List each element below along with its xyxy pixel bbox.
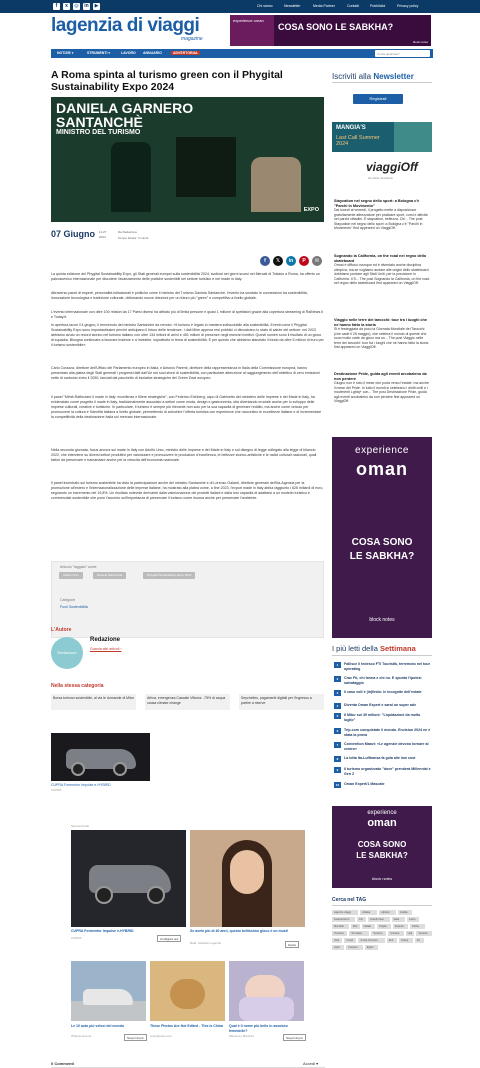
sponsored-title[interactable]: Le 10 auto più veloci del mondo: [71, 1024, 125, 1028]
tag-cloud-item[interactable]: Covid: [344, 938, 356, 943]
top-bar: [0, 0, 480, 13]
viaggioff-logo[interactable]: viaggiOff: [366, 160, 418, 174]
sponsored-image[interactable]: [190, 830, 305, 927]
promo-title[interactable]: CUPRA Formentor Impulse e-HYBRID: [51, 783, 111, 787]
article-paragraph: La quinta edizione del Phygital Sustainability Expo, gli Stati generali europei sulla sostenibilità 2024, svoltosi nei giorni scorsi nei Mercati di Traiano a Roma, ha offerto un palcoscenico internazionale per discutere l'avanzamento delle pratiche sostenibili nel settore turistico e nel made in Italy.: [51, 272, 320, 281]
tag-cloud-item[interactable]: Turismo: [371, 931, 386, 936]
tag-cloud-item[interactable]: Puglia: [377, 924, 391, 929]
article-paragraph: Il panel "Mimit-Rafforzare il made in Italy: eccellenze e filiere strategiche", con Federico Eichberg, capo di Gabinetto del ministero delle Imprese e del Made in Italy, ha evidenziato come progetto il made in Italy, tradizionalmente associato a settori come moda, design e gastronomia, stia diventando cruciale anche per lo sviluppo delle imprese culturali, creative e turistiche. In particolare, il turismo è sempre più rilevante non solo per la sua capacità di generare reddito, ma anche come veicolo per promuovere la cultura e l'identità italiana a livello globale, permettendo di arricchire l'offerta turistica con esperienze che raccontino le eccellenze italiane e di incrementare la competitività della destinazione Italia sul mercato internazionale.: [51, 395, 322, 419]
top-link-pubblicita[interactable]: Pubblicità: [370, 4, 386, 8]
article-year: 2024: [99, 235, 106, 239]
sponsored-source: CUPRA: [71, 936, 82, 940]
linkedin-icon[interactable]: in: [84, 3, 89, 9]
ad-text: experience: [355, 445, 409, 456]
divider: [332, 655, 432, 656]
tag-cloud-item[interactable]: Italia: [392, 917, 406, 922]
logo-text: lagenzia di viaggi: [51, 15, 200, 36]
tag-cloud-item[interactable]: Alitalia: [360, 910, 377, 915]
article-paragraph: L'evento internazionale con oltre 100 relatori da 17 Paesi diversi ha attirato più di 5mila persone e quasi 1 milione di spettatori grazie alla copertura streaming di RaiNews.it e Today.it.: [51, 310, 323, 319]
top-link-chi-siamo[interactable]: Chi siamo: [257, 4, 273, 8]
sponsored-image[interactable]: [71, 830, 186, 927]
article-paragraph: In apertura lavori il 4 giugno, il benvenuto del ministro Santanchè da remoto: «Il turismo è legato in maniera indissolubile alla sostenibilità. Eventi come il Phygital Sustainability Expo sono importantissimi perché anticipano il futuro delle tendenze. I dati Mise appena resi pubblici ci dimostrano lo stato di salute del settore: nel 2023 abbiamo avuto un record storico nel turismo italiano con oltre 134 milioni di arrivi e 451 milioni di presenze negli esercizi ricettivi. Questi numeri sono il risultato di un gioco di squadra. Bisogna continuare a lavorare insieme e a investire, soprattutto in tema di sostenibilità. E per questo che abbiamo stanziato il fondo da oltre 5 milioni di euro per il turismo sostenibile».: [51, 323, 324, 347]
tag-cloud-item[interactable]: Costa Crociere: [358, 938, 384, 943]
sponsored-source: Wheels Around: [71, 1034, 92, 1038]
divider: [332, 82, 432, 83]
nav-advertorial[interactable]: ADVERTORIAL: [173, 51, 199, 55]
hero-expo-text: EXPO: [303, 207, 319, 213]
instagram-icon[interactable]: ◎: [74, 3, 79, 9]
ad-headline: LE SABKHA?: [349, 551, 415, 562]
sponsored-cta-button[interactable]: Scopri di più: [283, 1034, 306, 1041]
sponsored-image[interactable]: [71, 961, 146, 1021]
tag-cloud-item[interactable]: Ucraina: [388, 931, 403, 936]
ad-brand: block notes: [371, 876, 393, 881]
categories-links[interactable]: Fuori Sostenibilità: [60, 605, 88, 609]
tag-cloud-item[interactable]: Trenitalia: [349, 931, 369, 936]
article-paragraph: Attraverso panel di esperti, personalità istituzionali e politiche come il ministro del Turismo Daniela Santanchè. l'evento ha sondato le connessioni tra sostenibilità, innovazione tecnologica e tradizione culturale, delineando nuove direzioni per un futuro più "green" e competitivo a livello globale.: [51, 291, 308, 300]
tag-cloud-item[interactable]: Venezia: [416, 931, 431, 936]
share-email-icon[interactable]: ✉: [312, 256, 322, 266]
sidebar-ad-oman[interactable]: [332, 437, 432, 638]
share-pinterest-icon[interactable]: P: [299, 256, 309, 266]
tag-cloud-item[interactable]: Toscana: [332, 931, 347, 936]
tag-cloud-item[interactable]: Msc: [351, 924, 360, 929]
promo-car-image[interactable]: [51, 733, 150, 781]
speaker-figure: [111, 142, 151, 212]
stage-screen: [176, 137, 236, 197]
tag-cloud-item[interactable]: Grandi Navi: [368, 917, 390, 922]
viaggioff-item[interactable]: Sognando la California, on the road nei regno dello skateboard Ormai è diffuso ovunque ed è diventato anche disciplina olimpica, ma se vogliamo andare alle origini dello skateboard dobbiamo puntare agli Stati Uniti, per la precisione in California. Il S... The post Sognando la California, on the road nel regno dello skateboard first appeared on ViaggiOff.: [334, 254, 430, 285]
popular-title: I più letti della Settimana: [332, 644, 416, 653]
ad-headline: LE SABKHA?: [356, 851, 408, 860]
speaker-figure: [251, 157, 301, 212]
tag-cloud-title: Cerca nel TAG: [332, 897, 367, 903]
tag-cloud-item[interactable]: Crociere: [346, 945, 363, 950]
related-card[interactable]: Africa, emergenza Cascate Vittoria: -75% di acqua causa climate change: [145, 694, 230, 710]
ad-brand: block notes: [369, 617, 395, 623]
share-facebook-icon[interactable]: f: [260, 256, 270, 266]
categories-label: Categorie: [60, 598, 76, 602]
tags-label: Articolo "taggato" come:: [60, 565, 98, 569]
nav-notizie[interactable]: NOTIZIE ▾: [57, 51, 74, 55]
tag-cloud-item[interactable]: Fiavet: [399, 938, 413, 943]
hero-caption-name: DANIELA GARNERO: [56, 100, 194, 116]
tag-cloud-item[interactable]: Vola: [332, 938, 342, 943]
tag-cloud-item[interactable]: Natale: [362, 924, 376, 929]
ad-image: experience oman: [230, 15, 274, 46]
sponsored-image[interactable]: [229, 961, 304, 1021]
sidebar-ad-mangias[interactable]: [332, 122, 432, 152]
sponsored-cta-button[interactable]: Scopri di più: [124, 1034, 147, 1041]
viaggioff-tagline: the white travelbook: [368, 176, 393, 180]
tag-cloud-item[interactable]: Ita: [415, 938, 424, 943]
viaggioff-item[interactable]: Destinazione Pride, guida agli eventi arcobaleno da non perdere Giugno non è solo il mese che porta verso l'estate, ma anche il mese del Pride. In tutto il mondi si celebrano i diritti civili e i movimenti Lgbtq+ con... The post Destinazione Pride, guida agli eventi arcobaleno da non perdere first appeared on ViaggiOff.: [334, 372, 429, 403]
top-link-media-partner[interactable]: Media Partner: [313, 4, 335, 8]
top-link-contatti[interactable]: Contatti: [347, 4, 360, 8]
top-link-privacy[interactable]: Privacy policy: [397, 4, 419, 8]
ad-headline: COSA SONO: [351, 537, 413, 548]
ad-text: experience: [367, 810, 397, 816]
sponsored-cta-button[interactable]: Configura ora: [157, 935, 181, 942]
tag-cloud-item[interactable]: Astoi: [332, 945, 344, 950]
related-card[interactable]: Borsa turismo sostenibile, al via le domande di Mitur: [51, 694, 136, 710]
tag-cloud-item[interactable]: Lazio: [407, 917, 419, 922]
tag-cloud-item[interactable]: Usa: [406, 931, 415, 936]
viaggioff-item[interactable]: Viaggio nelle terre dei tarocchi: tour tra i luoghi che ne hanno fatto la storia Si è festeggiata da poco la Giornata Mondiale dei Tarocchi (che cade il 25 maggio), che celebra il mondo di queste che sono molto carte da gioco ma un... The post Viaggio nelle terre dei tarocchi: tour tra i luoghi che ne hanno fatto la storia first appeared on ViaggiOff.: [334, 318, 429, 349]
login-dropdown[interactable]: Accedi ▾: [303, 1061, 319, 1066]
main-nav: [51, 49, 433, 58]
sponsored-title[interactable]: These Photos Are Not Edited - This Is China: [150, 1024, 223, 1028]
sponsored-title[interactable]: CUPRA Formentor Impulse e-HYBRID: [71, 929, 134, 933]
facebook-icon[interactable]: f: [53, 3, 60, 10]
author-avatar: Redazione: [51, 637, 83, 669]
youtube-icon[interactable]: ▶: [94, 3, 99, 9]
top-link-newsletter[interactable]: Newsletter: [284, 4, 301, 8]
ad-text: Last Call Summer 2024: [336, 135, 380, 147]
sponsored-source: Raid: Shadow Legends: [190, 941, 222, 945]
x-icon[interactable]: x: [63, 3, 70, 10]
nav-annuario[interactable]: ANNUARIO: [143, 51, 162, 55]
article-title: A Roma spinta al turismo green con il Phygital Sustainability Expo 2024: [51, 69, 283, 93]
tag-pill[interactable]: Adolfo Urso: [59, 572, 83, 579]
nav-lavoro[interactable]: LAVORO: [121, 51, 136, 55]
nav-strumenti[interactable]: STRUMENTI ▾: [87, 51, 111, 55]
ad-headline: COSA SONO: [357, 840, 407, 849]
sponsored-label: Sponsorizzati: [71, 824, 90, 828]
sponsored-source: Livinglovely.com: [150, 1034, 172, 1038]
newsletter-register-button[interactable]: Registrati: [353, 94, 403, 104]
tag-cloud-item[interactable]: Enit: [387, 938, 397, 943]
sponsored-title[interactable]: Qual è il nome più bello in assoluto femminile?: [229, 1024, 288, 1033]
author-name: Redazione: [90, 637, 121, 643]
tag-cloud-item[interactable]: Arabia: [398, 910, 412, 915]
share-linkedin-icon[interactable]: in: [286, 256, 296, 266]
tag-pill[interactable]: Daniela Santanchè: [93, 572, 126, 579]
hero-caption-role: MINISTRO DEL TURISMO: [56, 129, 141, 136]
article-date: 07 Giugno: [51, 229, 96, 239]
article-paragraph: Carlo Corazza, direttore dell'Ufficio del Parlamento europeo in Italia, e Antonio Parenti, direttore della rappresentanza in Italia della Commissione europea, hanno presentato alla platea degli Stati generali i progressi fatti dall'Ue nei suoi sforzi di sostenibilità, con particolare attenzione al raggiungimento dell'obiettivo di zero emissioni nette di carbonio entro il 2050, lanciati dal pacchetto di iniziative strategiche del Green Deal europeo.: [51, 366, 320, 380]
sidebar-ad-oman-small[interactable]: [332, 806, 432, 888]
hero-caption-surname: SANTANCHÈ: [56, 114, 143, 130]
promo-source: CUPRA: [51, 788, 62, 792]
tag-cloud: [332, 910, 432, 970]
share-x-icon[interactable]: 𝕏: [273, 256, 283, 266]
tag-cloud-item[interactable]: Ryanair: [393, 924, 408, 929]
site-logo[interactable]: [51, 14, 226, 46]
author-more-link[interactable]: Guarda altri articoli ›: [90, 647, 122, 651]
tag-cloud-item[interactable]: Sicilia: [410, 924, 425, 929]
related-section-title: Nella stessa categoria: [51, 683, 104, 689]
article-paragraph: Il panel incentrato sul turismo sostenibile ha visto la partecipazione anche del ministro Santanchè e di Lorenzo Galanti, direttore generale dell'Ita-Agenzia per la promozione all'estero e l'internazionalizzazione delle imprese italiane, ha mostrato alla platea come, a fine 2023, l'export made in Italy abbia raggiunto i 626 miliardi di euro, segnando un incremento del 19,8%. Un risultato notevole derivante dalla valorizzazione dei prodotti italiani e dalla loro capacità di adattarsi a un modello turistico e commerciale sostenibile che pone l'accento sull'importanza di preservare il turismo come risorsa anche per preservare l'ambiente.: [51, 481, 324, 500]
ad-brand: MANGIA'S: [336, 125, 366, 131]
sponsored-source: Mamma e Bambini: [229, 1034, 255, 1038]
sponsored-cta-button[interactable]: Gioca: [285, 941, 299, 948]
ad-text: oman: [355, 459, 408, 479]
comments-count: 0 Commenti: [51, 1061, 74, 1066]
ad-brand: block notes: [412, 40, 428, 44]
viaggioff-item[interactable]: Staycation nel segno dello sport: a Bologna c'è "Parchi in Movimento" Dal lunedì al venerdì, il progetto mette a disposizione gratuitamente attrezzature per praticare sport, corsi e attività nei parchi cittadini. È staycation, bellezza. Chi... The post Staycation nel segno dello sport: a Bologna c'è "Parchi in Movimento" first appeared on ViaggiOff.: [334, 199, 428, 230]
tag-cloud-item[interactable]: Alpitour: [379, 910, 396, 915]
tag-pill[interactable]: Phygital Sustainability Expo 2024: [143, 572, 195, 579]
sponsored-image[interactable]: [150, 961, 225, 1021]
article-time: 11:27: [99, 230, 107, 234]
tag-cloud-item[interactable]: Mondiali: [332, 924, 349, 929]
search-input[interactable]: Cerca qualcosa?: [375, 50, 430, 57]
sponsored-title[interactable]: Se avete più di 40 anni, questo bellissimo gioco è un must!: [190, 929, 289, 933]
tag-cloud-item[interactable]: Agenzie viaggi: [332, 910, 358, 915]
tag-cloud-item[interactable]: Egitto: [365, 945, 379, 950]
ad-headline: COSA SONO LE SABKHA?: [278, 22, 394, 32]
author-section-title: L'Autore: [51, 627, 72, 633]
top-banner-ad[interactable]: [230, 15, 431, 46]
tag-cloud-item[interactable]: Fto: [357, 917, 366, 922]
ad-text: oman: [367, 817, 397, 829]
hero-image: [51, 97, 324, 222]
article-author-line[interactable]: Da Redazione: [118, 230, 138, 234]
divider: [332, 905, 432, 906]
article-reading-time: Tempo lettura: 3 minuti: [118, 236, 149, 240]
newsletter-title: Iscriviti alla Newsletter: [332, 72, 414, 81]
related-card[interactable]: Seychelles, pagamenti digitali per l'ingresso a partire a riserve: [239, 694, 324, 710]
article-paragraph: Nella seconda giornata, focus ancora sul made in Italy con Adolfo Urso, ministro delle Imprese e del Made in Italy e sul disegno di legge collegato alla legge di bilancio 2022, che interviene su diversi settori produttivi per valorizzare e promuovere le produzioni d'eccellenza, le bellezze storico-artistiche e le radici culturali nazionali, quali fattori da preservare e tramandare anche per la crescita dell'economia nazionale.: [51, 448, 317, 462]
logo-subtext: magazine: [181, 36, 203, 42]
tag-cloud-item[interactable]: Federturismo: [332, 917, 355, 922]
